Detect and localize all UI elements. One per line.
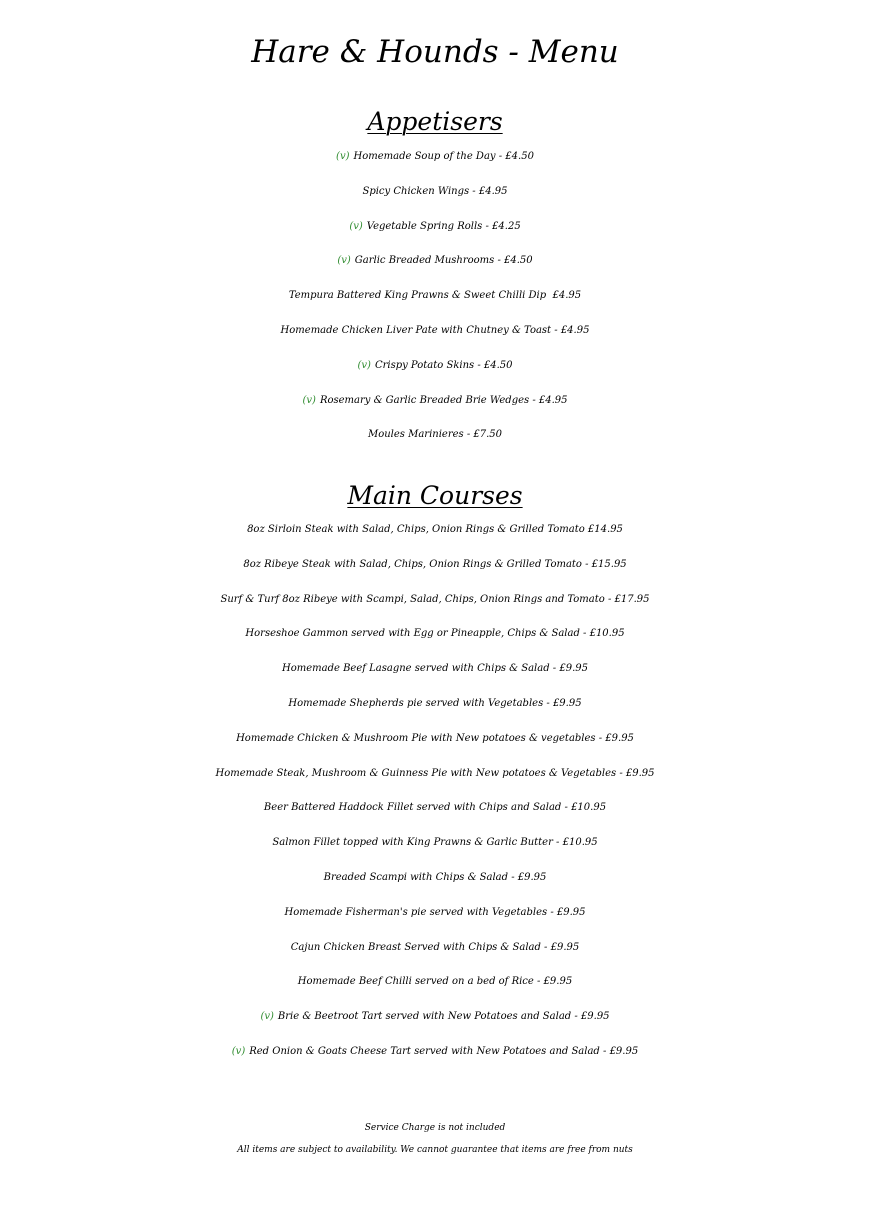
- vegetarian-marker: (v): [349, 220, 363, 232]
- menu-item: [0, 791, 870, 826]
- menu-item-text: 8oz Sirloin Steak with Salad, Chips, Onion Rings & Grilled Tomato £14.95: [247, 524, 623, 535]
- menu-item: [0, 210, 870, 245]
- menu-item-text: Spicy Chicken Wings - £4.95: [362, 185, 508, 197]
- vegetarian-marker: (v): [231, 1045, 246, 1057]
- menu-item-text: Horseshoe Gammon served with Egg or Pineapple, Chips & Salad - £10.95: [245, 628, 625, 640]
- menu-item: [0, 687, 870, 722]
- menu-item: [0, 384, 870, 419]
- menu-item-text: Homemade Chicken & Mushroom Pie with New potatoes & vegetables - £9.95: [236, 732, 634, 744]
- menu-item: [0, 548, 870, 583]
- menu-item-text: Red Onion & Goats Cheese Tart served with New Potatoes and Salad - £9.95: [249, 1045, 639, 1057]
- menu-item-text: Garlic Breaded Mushrooms - £4.50: [354, 255, 533, 267]
- menu-item: [0, 314, 870, 349]
- menu-item-text: Homemade Steak, Mushroom & Guinness Pie with New potatoes & Vegetables - £9.95: [215, 767, 655, 779]
- menu-item: [0, 617, 870, 652]
- menu-item-text: 8oz Ribeye Steak with Salad, Chips, Onion Rings & Grilled Tomato - £15.95: [243, 558, 627, 570]
- menu-item: [0, 279, 870, 314]
- vegetarian-marker: (v): [337, 255, 351, 267]
- service-charge-note: Service Charge is not included: [364, 1123, 506, 1133]
- menu-item: [0, 965, 870, 1000]
- menu-item: [0, 652, 870, 687]
- menu-item-text: Beer Battered Haddock Fillet served with Chips and Salad - £10.95: [263, 802, 607, 814]
- menu-item-text: Salmon Fillet topped with King Prawns & Garlic Butter - £10.95: [272, 837, 598, 849]
- menu-item-text: Homemade Fisherman's pie served with Vegetables - £9.95: [284, 906, 586, 918]
- menu-item: [0, 1035, 870, 1070]
- menu-item-text: Homemade Beef Lasagne served with Chips & Salad - £9.95: [282, 663, 588, 675]
- menu-item-text: Tempura Battered King Prawns & Sweet Chilli Dip £4.95: [288, 290, 582, 302]
- footer-notes: [0, 1117, 870, 1161]
- menu-item: [0, 244, 870, 279]
- appetisers-heading: Appetisers: [367, 107, 503, 136]
- vegetarian-marker: (v): [336, 151, 350, 162]
- vegetarian-marker: (v): [357, 359, 371, 371]
- menu-item: [0, 861, 870, 896]
- menu-item-text: Rosemary & Garlic Breaded Brie Wedges - £4.95: [319, 394, 568, 406]
- menu-item: [0, 349, 870, 384]
- vegetarian-marker: (v): [302, 394, 316, 406]
- menu-item-text: Vegetable Spring Rolls - £4.25: [366, 220, 521, 232]
- main-courses-list: [0, 513, 870, 1070]
- menu-item-text: Surf & Turf 8oz Ribeye with Scampi, Salad, Chips, Onion Rings and Tomato - £17.95: [220, 593, 650, 605]
- menu-item: [0, 826, 870, 861]
- menu-item-text: Homemade Beef Chilli served on a bed of Rice - £9.95: [297, 976, 573, 988]
- menu-item: [0, 757, 870, 792]
- main-courses-heading: Main Courses: [347, 481, 523, 510]
- vegetarian-marker: (v): [260, 1011, 274, 1023]
- appetisers-list: [0, 140, 870, 453]
- menu-item-text: Homemade Chicken Liver Pate with Chutney & Toast - £4.95: [280, 324, 590, 336]
- menu-item: [0, 418, 870, 453]
- menu-item-text: Breaded Scampi with Chips & Salad - £9.95: [323, 871, 547, 883]
- menu-item-text: Homemade Soup of the Day - £4.50: [353, 151, 534, 162]
- menu-item-text: Brie & Beetroot Tart served with New Potatoes and Salad - £9.95: [277, 1011, 610, 1023]
- menu-item-text: Cajun Chicken Breast Served with Chips & Salad - £9.95: [290, 941, 580, 953]
- menu-item: [0, 931, 870, 966]
- availability-note: All items are subject to availability. We cannot guarantee that items are free from nuts: [237, 1145, 633, 1155]
- menu-item: [0, 175, 870, 210]
- menu-item-text: Crispy Potato Skins - £4.50: [374, 359, 513, 371]
- menu-item: [0, 513, 870, 548]
- menu-item-text: Homemade Shepherds pie served with Vegetables - £9.95: [288, 697, 582, 709]
- menu-item: [0, 1000, 870, 1035]
- page-title: Hare & Hounds - Menu: [251, 34, 619, 70]
- menu-item-text: Moules Marinieres - £7.50: [367, 429, 503, 441]
- menu-item: [0, 896, 870, 931]
- menu-item: [0, 583, 870, 618]
- menu-item: [0, 140, 870, 175]
- menu-item: [0, 722, 870, 757]
